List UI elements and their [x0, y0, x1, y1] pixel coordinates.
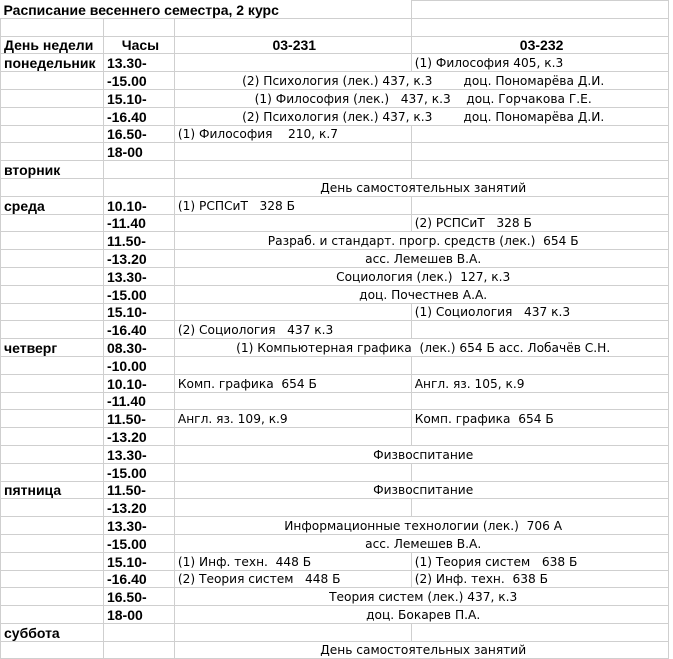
schedule-row: [1, 356, 673, 374]
group-03-232-cell[interactable]: (2) Инф. техн. 638 Б: [411, 570, 669, 588]
day-cell[interactable]: пятница: [1, 481, 104, 499]
day-cell[interactable]: [1, 445, 104, 463]
schedule-row: [1, 196, 673, 214]
time-cell[interactable]: -13.20: [103, 499, 174, 517]
day-cell[interactable]: [1, 321, 104, 339]
cell: [669, 588, 673, 606]
schedule-row: [1, 534, 673, 552]
header-row: [1, 36, 673, 54]
schedule-row: [1, 303, 673, 321]
day-cell[interactable]: [1, 285, 104, 303]
group-03-231-cell[interactable]: Англ. яз. 109, к.9: [174, 410, 411, 428]
header-hours[interactable]: Часы: [103, 36, 174, 54]
schedule-row: [1, 285, 673, 303]
group-03-232-cell[interactable]: [411, 428, 669, 446]
time-cell[interactable]: -15.00: [103, 285, 174, 303]
time-cell[interactable]: 11.50-: [103, 481, 174, 499]
cell: [669, 72, 673, 90]
schedule-row: [1, 499, 673, 517]
time-cell[interactable]: -16.40: [103, 107, 174, 125]
schedule-row: [1, 392, 673, 410]
group-03-231-cell[interactable]: [174, 143, 411, 161]
cell: [669, 54, 673, 72]
day-cell[interactable]: суббота: [1, 623, 104, 641]
cell: [669, 232, 673, 250]
time-cell[interactable]: 11.50-: [103, 232, 174, 250]
day-cell[interactable]: [1, 588, 104, 606]
schedule-row: [1, 250, 673, 268]
cell: [669, 641, 673, 659]
day-cell[interactable]: [1, 552, 104, 570]
time-cell[interactable]: 13.30-: [103, 267, 174, 285]
cell: [669, 250, 673, 268]
group-03-232-cell[interactable]: [411, 161, 669, 179]
time-cell[interactable]: 15.10-: [103, 89, 174, 107]
cell: [669, 321, 673, 339]
cell: [669, 1, 673, 19]
schedule-row: [1, 54, 673, 72]
cell: [669, 552, 673, 570]
day-cell[interactable]: [1, 232, 104, 250]
group-03-231-cell[interactable]: [174, 463, 411, 481]
cell: [669, 143, 673, 161]
group-03-231-cell[interactable]: [174, 214, 411, 232]
cell: [669, 178, 673, 196]
day-cell[interactable]: [1, 392, 104, 410]
merged-class-cell[interactable]: Информационные технологии (лек.) 706 А: [174, 517, 669, 535]
cell: [669, 410, 673, 428]
day-cell[interactable]: [1, 641, 104, 659]
cell[interactable]: [411, 18, 669, 36]
merged-class-cell[interactable]: асс. Лемешев В.А.: [174, 250, 669, 268]
group-03-231-cell[interactable]: (1) РСПСиТ 328 Б: [174, 196, 411, 214]
group-03-232-cell[interactable]: Англ. яз. 105, к.9: [411, 374, 669, 392]
day-cell[interactable]: [1, 178, 104, 196]
day-cell[interactable]: понедельник: [1, 54, 104, 72]
cell: [669, 356, 673, 374]
time-cell[interactable]: -16.40: [103, 321, 174, 339]
cell: [669, 125, 673, 143]
schedule-row: [1, 321, 673, 339]
group-03-231-cell[interactable]: [174, 499, 411, 517]
group-03-231-cell[interactable]: (1) Философия 210, к.7: [174, 125, 411, 143]
group-03-232-cell[interactable]: Комп. графика 654 Б: [411, 410, 669, 428]
time-cell[interactable]: [103, 623, 174, 641]
cell: [669, 606, 673, 624]
cell: [669, 107, 673, 125]
time-cell[interactable]: 16.50-: [103, 588, 174, 606]
schedule-row: [1, 623, 673, 641]
group-03-232-cell[interactable]: [411, 196, 669, 214]
schedule-row: [1, 267, 673, 285]
cell: [669, 517, 673, 535]
merged-class-cell[interactable]: (1) Компьютерная графика (лек.) 654 Б асс. Лобачёв С.Н.: [174, 339, 669, 357]
cell: [669, 18, 673, 36]
schedule-row: [1, 463, 673, 481]
group-03-232-cell[interactable]: [411, 499, 669, 517]
schedule-row: [1, 606, 673, 624]
day-cell[interactable]: [1, 267, 104, 285]
time-cell[interactable]: -15.00: [103, 534, 174, 552]
time-cell[interactable]: -15.00: [103, 463, 174, 481]
schedule-row: [1, 517, 673, 535]
time-cell[interactable]: 13.30-: [103, 54, 174, 72]
cell: [669, 534, 673, 552]
schedule-row: [1, 641, 673, 659]
day-cell[interactable]: [1, 606, 104, 624]
merged-class-cell[interactable]: (1) Философия (лек.) 437, к.3 доц. Горчакова Г.Е.: [174, 89, 669, 107]
cell: [669, 445, 673, 463]
group-03-231-cell[interactable]: (2) Социология 437 к.3: [174, 321, 411, 339]
merged-class-cell[interactable]: Физвоспитание: [174, 445, 669, 463]
time-cell[interactable]: 15.10-: [103, 303, 174, 321]
cell: [669, 623, 673, 641]
merged-class-cell[interactable]: Теория систем (лек.) 437, к.3: [174, 588, 669, 606]
day-cell[interactable]: вторник: [1, 161, 104, 179]
header-group-03-232[interactable]: 03-232: [411, 36, 669, 54]
cell[interactable]: [411, 1, 669, 19]
cell: [669, 267, 673, 285]
time-cell[interactable]: -15.00: [103, 72, 174, 90]
cell: [669, 196, 673, 214]
day-cell[interactable]: [1, 250, 104, 268]
merged-class-cell[interactable]: Разраб. и стандарт. прогр. средств (лек.) 654 Б: [174, 232, 669, 250]
time-cell[interactable]: [103, 178, 174, 196]
time-cell[interactable]: -13.20: [103, 428, 174, 446]
time-cell[interactable]: 18-00: [103, 143, 174, 161]
merged-class-cell[interactable]: День самостоятельных занятий: [174, 641, 669, 659]
day-cell[interactable]: [1, 303, 104, 321]
group-03-232-cell[interactable]: [411, 623, 669, 641]
day-cell[interactable]: [1, 107, 104, 125]
schedule-row: [1, 107, 673, 125]
schedule-row: [1, 125, 673, 143]
time-cell[interactable]: -11.40: [103, 214, 174, 232]
day-cell[interactable]: [1, 499, 104, 517]
day-cell[interactable]: [1, 534, 104, 552]
schedule-row: [1, 570, 673, 588]
group-03-232-cell[interactable]: (1) Философия 405, к.3: [411, 54, 669, 72]
cell: [669, 339, 673, 357]
time-cell[interactable]: [103, 161, 174, 179]
merged-class-cell[interactable]: (2) Психология (лек.) 437, к.3 доц. Пономарёва Д.И.: [174, 107, 669, 125]
cell: [669, 428, 673, 446]
group-03-232-cell[interactable]: [411, 125, 669, 143]
group-03-231-cell[interactable]: [174, 356, 411, 374]
time-cell[interactable]: -16.40: [103, 570, 174, 588]
schedule-row: [1, 552, 673, 570]
merged-class-cell[interactable]: асс. Лемешев В.А.: [174, 534, 669, 552]
day-cell[interactable]: [1, 463, 104, 481]
cell[interactable]: [174, 18, 411, 36]
time-cell[interactable]: 10.10-: [103, 374, 174, 392]
header-group-03-231[interactable]: 03-231: [174, 36, 411, 54]
group-03-232-cell[interactable]: (2) РСПСиТ 328 Б: [411, 214, 669, 232]
day-cell[interactable]: [1, 72, 104, 90]
group-03-231-cell[interactable]: [174, 623, 411, 641]
group-03-231-cell[interactable]: [174, 392, 411, 410]
time-cell[interactable]: 10.10-: [103, 196, 174, 214]
cell: [669, 570, 673, 588]
schedule-row: [1, 89, 673, 107]
merged-class-cell[interactable]: доц. Бокарев П.А.: [174, 606, 669, 624]
cell: [669, 303, 673, 321]
day-cell[interactable]: [1, 517, 104, 535]
time-cell[interactable]: [103, 641, 174, 659]
cell: [669, 36, 673, 54]
schedule-row: [1, 214, 673, 232]
time-cell[interactable]: 08.30-: [103, 339, 174, 357]
day-cell[interactable]: [1, 410, 104, 428]
schedule-row: [1, 178, 673, 196]
title-row: [1, 1, 673, 19]
group-03-232-cell[interactable]: (1) Социология 437 к.3: [411, 303, 669, 321]
schedule-row: [1, 445, 673, 463]
group-03-232-cell[interactable]: [411, 463, 669, 481]
time-cell[interactable]: 11.50-: [103, 410, 174, 428]
cell[interactable]: [103, 18, 174, 36]
cell[interactable]: [1, 18, 104, 36]
group-03-231-cell[interactable]: [174, 303, 411, 321]
schedule-row: [1, 588, 673, 606]
schedule-row: [1, 374, 673, 392]
time-cell[interactable]: 16.50-: [103, 125, 174, 143]
group-03-232-cell[interactable]: [411, 356, 669, 374]
schedule-row: [1, 161, 673, 179]
group-03-231-cell[interactable]: (1) Инф. техн. 448 Б: [174, 552, 411, 570]
header-day[interactable]: День недели: [1, 36, 104, 54]
time-cell[interactable]: -11.40: [103, 392, 174, 410]
time-cell[interactable]: -10.00: [103, 356, 174, 374]
group-03-231-cell[interactable]: [174, 428, 411, 446]
day-cell[interactable]: [1, 428, 104, 446]
time-cell[interactable]: 13.30-: [103, 445, 174, 463]
group-03-231-cell[interactable]: (2) Теория систем 448 Б: [174, 570, 411, 588]
time-cell[interactable]: 18-00: [103, 606, 174, 624]
group-03-232-cell[interactable]: [411, 321, 669, 339]
group-03-231-cell[interactable]: Комп. графика 654 Б: [174, 374, 411, 392]
schedule-row: [1, 410, 673, 428]
time-cell[interactable]: 13.30-: [103, 517, 174, 535]
schedule-row: [1, 428, 673, 446]
merged-class-cell[interactable]: Физвоспитание: [174, 481, 669, 499]
day-cell[interactable]: среда: [1, 196, 104, 214]
group-03-231-cell[interactable]: [174, 161, 411, 179]
blank-row: [1, 18, 673, 36]
day-cell[interactable]: четверг: [1, 339, 104, 357]
day-cell[interactable]: [1, 374, 104, 392]
schedule-row: [1, 481, 673, 499]
cell: [669, 481, 673, 499]
schedule-row: [1, 232, 673, 250]
group-03-231-cell[interactable]: [174, 54, 411, 72]
day-cell[interactable]: [1, 125, 104, 143]
merged-class-cell[interactable]: (2) Психология (лек.) 437, к.3 доц. Пономарёва Д.И.: [174, 72, 669, 90]
schedule-row: [1, 143, 673, 161]
cell: [669, 392, 673, 410]
cell: [669, 285, 673, 303]
group-03-232-cell[interactable]: [411, 392, 669, 410]
time-cell[interactable]: 15.10-: [103, 552, 174, 570]
sheet-title[interactable]: Расписание весеннего семестра, 2 курс: [1, 1, 412, 19]
day-cell[interactable]: [1, 143, 104, 161]
cell: [669, 463, 673, 481]
day-cell[interactable]: [1, 356, 104, 374]
day-cell[interactable]: [1, 214, 104, 232]
cell: [669, 89, 673, 107]
cell: [669, 214, 673, 232]
merged-class-cell[interactable]: День самостоятельных занятий: [174, 178, 669, 196]
merged-class-cell[interactable]: доц. Почестнев А.А.: [174, 285, 669, 303]
group-03-232-cell[interactable]: [411, 143, 669, 161]
cell: [669, 499, 673, 517]
time-cell[interactable]: -13.20: [103, 250, 174, 268]
group-03-232-cell[interactable]: (1) Теория систем 638 Б: [411, 552, 669, 570]
cell: [669, 374, 673, 392]
schedule-row: [1, 72, 673, 90]
day-cell[interactable]: [1, 570, 104, 588]
cell: [669, 161, 673, 179]
day-cell[interactable]: [1, 89, 104, 107]
merged-class-cell[interactable]: Социология (лек.) 127, к.3: [174, 267, 669, 285]
schedule-row: [1, 339, 673, 357]
